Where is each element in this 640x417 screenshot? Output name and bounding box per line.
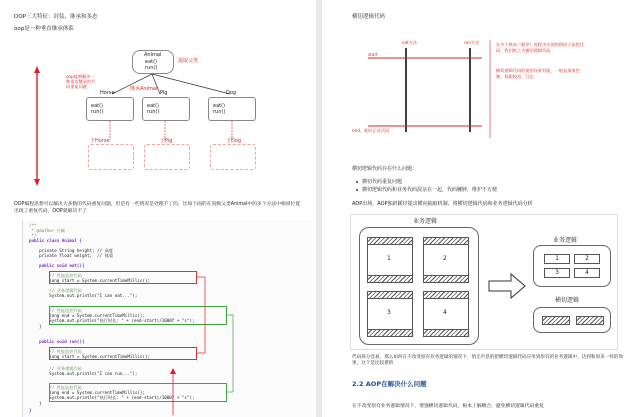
block-3-num: 3 (387, 309, 391, 316)
aop-intro: AOP出场，AOP独辟蹊径提出横向抽取机制，将横切逻辑代码和业务逻辑代码分析 (352, 201, 533, 207)
biz-right-container (533, 245, 611, 287)
crosscut-note-2: 横切逻辑代码的使用场景有限，一般是事务控制、权限校验、日志 (496, 68, 580, 79)
bullet-dot (356, 181, 358, 183)
up-arrow-head (170, 368, 176, 374)
cross-title: 横切逻辑 (555, 297, 580, 304)
block-3-hatch (367, 329, 413, 337)
code-line: private String height; // 高度 (29, 248, 114, 253)
code-line: long end = System.currentTimeMillis(); (29, 390, 145, 395)
code-line: // 性能监控代码 (29, 349, 82, 354)
sub-horse-label: 子Horse (90, 138, 110, 144)
crosscut-diagram (322, 0, 640, 160)
code-line: // 性能监控代码 (29, 385, 82, 390)
bullet-2: 横切逻辑代码和业务代码混杂在一起，代码臃肿，维护不方便 (362, 187, 498, 193)
animal-method-eat: eat() (145, 59, 158, 65)
biz-right-title: 业务逻辑 (553, 237, 578, 244)
section-title: 2.2 AOP在解决什么问题 (352, 380, 427, 388)
code-line: /** (29, 223, 37, 228)
biz-cell-3-num: 3 (555, 269, 559, 276)
left-page (0, 0, 316, 417)
code-line: } (29, 324, 42, 329)
oop-heading: OOP三大特征：封装、继承和多态 (14, 14, 98, 20)
block-2-hatch (423, 275, 469, 283)
dog-title: Dog (226, 90, 237, 96)
inherit-label: 继承Animal (130, 86, 158, 92)
code-line: // 业务逻辑代码 (29, 366, 82, 371)
dog-node (208, 97, 256, 121)
code-line: // 性能监控代码 (29, 308, 82, 313)
cross-cell-2 (576, 316, 604, 325)
side-note: oop能够解决一种垂直继承的代码重复问题 (66, 74, 96, 89)
code-line: System.out.println("I can eat..."); (29, 293, 138, 298)
code-line: // 性能监控代码 (29, 273, 82, 278)
code-line: long start = System.currentTimeMillis(); (29, 278, 151, 283)
summary-paragraph: 代码拆分容易，那么如何在不改变原有业务逻辑的情况下，悄无声息的把横切逻辑代码应用到原有的业务逻辑中，达到和原来一样的效果，这个是比较难的 (352, 355, 624, 366)
block-4-num: 4 (443, 309, 447, 316)
dog-method-eat: eat() (213, 103, 226, 109)
block-3-hatch (367, 291, 413, 299)
pig-method-run: run() (147, 109, 160, 115)
horse-method-eat: eat() (91, 103, 104, 109)
code-line: public void run(){ (29, 339, 85, 344)
pig-title: Pig (160, 90, 168, 96)
oop-paragraph: OOP编程思想可以解决大多数的代码重复问题，但是有一些情况是处理不了的，比如下面的在顶级父类Animal中的多个方法中相同位置出现了重复代码，OOP就解决不了 (14, 202, 301, 214)
end-label: end、耗时记录代码 (352, 128, 390, 133)
animal-title: Animal (144, 52, 162, 58)
code-line: System.out.println("I can run..."); (29, 371, 138, 376)
bullet-1: 横切代码重复问题 (362, 179, 403, 185)
code-line: } (29, 401, 42, 406)
cross-container (533, 307, 611, 333)
code-line: * @author 应巅 (29, 228, 66, 233)
block-2-num: 2 (443, 255, 447, 262)
horse-method-run: run() (91, 109, 104, 115)
pig-method-eat: eat() (147, 103, 160, 109)
animal-node (132, 50, 174, 74)
block-4-hatch (423, 329, 469, 337)
eat-method-label: eat方法 (402, 40, 418, 45)
code-line: long end = System.currentTimeMillis(); (29, 313, 145, 318)
problem-question: 横切逻辑代码存在什么问题： (352, 166, 418, 172)
biz-cell-4-num: 4 (585, 269, 589, 276)
animal-method-run: run() (145, 65, 158, 71)
code-line: public void eat(){ (29, 263, 85, 268)
block-2-hatch (423, 237, 469, 245)
extract-label: 提取父类 (178, 58, 199, 64)
code-block (22, 220, 312, 417)
pig-node (142, 97, 190, 121)
right-page (322, 0, 640, 417)
code-arrows (23, 220, 313, 417)
block-1-num: 1 (387, 255, 391, 262)
code-line: System.out.println("执行时长: " + (end-start)/1000f + "s"); (29, 395, 195, 400)
code-line: } (29, 408, 32, 413)
block-1-hatch (367, 275, 413, 283)
crosscut-heading: 横切逻辑代码 (352, 14, 386, 20)
code-line: private float weight; // 体重 (29, 253, 114, 258)
bullet-dot (356, 189, 358, 191)
sub-dog-label: 子Dog (226, 138, 242, 144)
sub-pig-label: 子Pig (160, 138, 173, 144)
horse-title: Horse (100, 90, 115, 96)
start-label: start (368, 52, 378, 57)
split-arrow (487, 271, 527, 301)
cross-cell-1 (542, 316, 570, 325)
block-4-hatch (423, 291, 469, 299)
horse-node (86, 97, 134, 121)
oop-subheading: oop是一种垂直继承体系 (14, 26, 74, 32)
sub-horse-node (88, 144, 134, 170)
biz-title: 业务逻辑 (413, 218, 438, 225)
dog-method-run: run() (213, 109, 226, 115)
arrow-up-head (34, 66, 40, 73)
code-line: long start = System.currentTimeMillis(); (29, 354, 151, 359)
arrow-down-head (34, 179, 40, 186)
crosscut-note-1: 在多个纵向（顺序）流程中出现的相同子流程代码，我们称之为横切逻辑代码 (496, 42, 584, 53)
code-line: System.out.println("执行时长: " + (end-start)/1000f + "s"); (29, 318, 195, 323)
biz-cell-2-num: 2 (585, 255, 589, 262)
code-line: */ (29, 233, 37, 238)
biz-cell-1-num: 1 (555, 255, 559, 262)
block-1-hatch (367, 237, 413, 245)
aop-figure (350, 214, 618, 350)
sub-dog-node (210, 144, 256, 170)
run-method-label: run方法 (464, 40, 480, 45)
section-text: 在不改变原有业务逻辑情况下，增强横切逻辑代码，根本上解耦合，避免横切逻辑代码重复 (352, 404, 544, 409)
code-line: // 业务逻辑代码 (29, 288, 82, 293)
sub-pig-node (144, 144, 190, 170)
code-line: public class Animal { (29, 238, 82, 243)
